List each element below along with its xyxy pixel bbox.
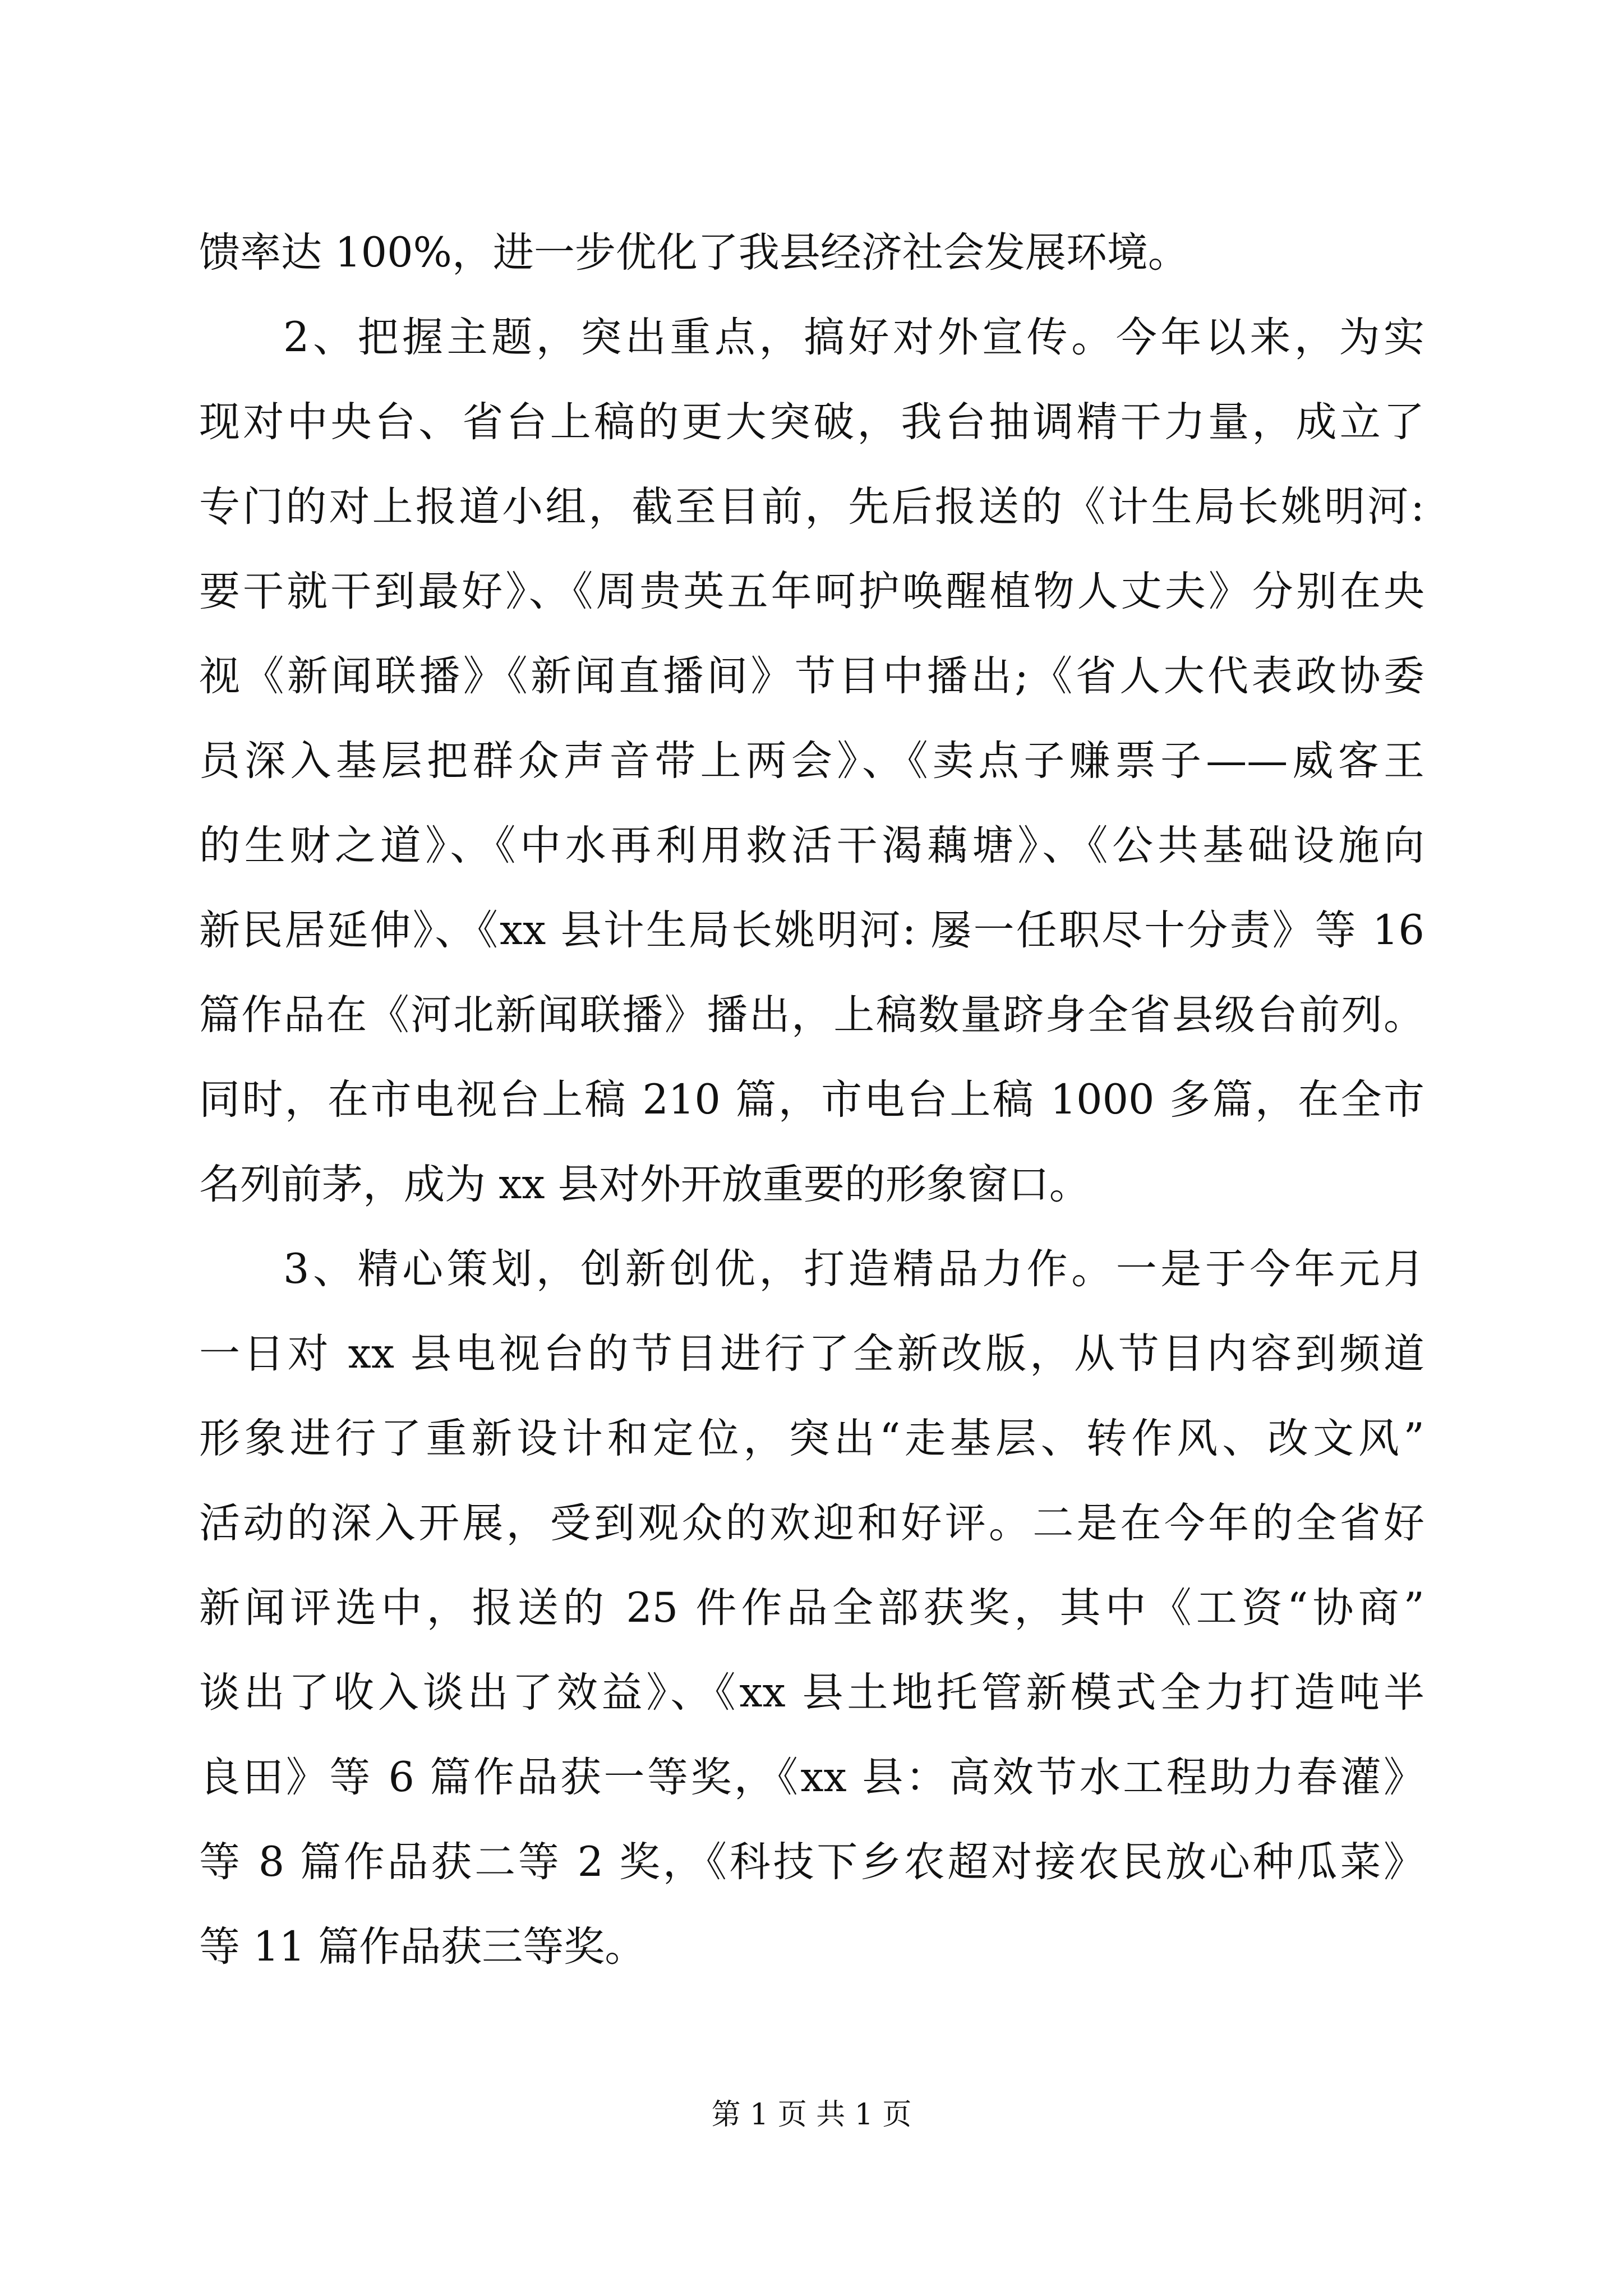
text-line: 新民居延伸》、《xx 县计生局长姚明河: 屡一任职尽十分责》等 16 — [199, 907, 1424, 954]
text-line: 一日对 xx 县电视台的节目进行了全新改版，从节目内容到频道 — [199, 1330, 1424, 1378]
text-line: 新闻评选中，报送的 25 件作品全部获奖，其中《工资“协商” — [199, 1584, 1424, 1632]
text-line: 要干就干到最好》、《周贵英五年呵护唤醒植物人丈夫》分别在央 — [199, 568, 1424, 615]
text-line: 篇作品在《河北新闻联播》播出，上稿数量跻身全省县级台前列。 — [199, 991, 1424, 1039]
text-line: 专门的对上报道小组，截至目前，先后报送的《计生局长姚明河: — [199, 483, 1424, 531]
text-line: 活动的深入开展，受到观众的欢迎和好评。二是在今年的全省好 — [199, 1499, 1424, 1547]
text-line: 等 11 篇作品获三等奖。 — [199, 1923, 646, 1971]
text-line: 员深入基层把群众声音带上两会》、《卖点子赚票子——威客王 — [199, 737, 1424, 785]
text-line: 良田》等 6 篇作品获一等奖，《xx 县：高效节水工程助力春灌》 — [199, 1754, 1424, 1801]
text-line: 的生财之道》、《中水再利用救活干渴藕塘》、《公共基础设施向 — [199, 822, 1424, 869]
body-text — [199, 210, 1424, 1989]
text-line: 2、把握主题，突出重点，搞好对外宣传。今年以来，为实 — [283, 314, 1424, 361]
page-number-footer: 第 1 页 共 1 页 — [711, 2098, 912, 2132]
text-line: 名列前茅，成为 xx 县对外开放重要的形象窗口。 — [199, 1161, 1090, 1208]
text-line: 谈出了收入谈出了效益》、《xx 县土地托管新模式全力打造吨半 — [199, 1669, 1424, 1717]
text-line: 现对中央台、省台上稿的更大突破，我台抽调精干力量，成立了 — [199, 398, 1424, 446]
text-line: 视《新闻联播》《新闻直播间》节目中播出;《省人大代表政协委 — [199, 652, 1424, 700]
text-line: 馈率达 100%，进一步优化了我县经济社会发展环境。 — [199, 229, 1189, 277]
text-line: 形象进行了重新设计和定位，突出“走基层、转作风、改文风” — [199, 1415, 1424, 1462]
text-line: 同时，在市电视台上稿 210 篇，市电台上稿 1000 多篇，在全市 — [199, 1076, 1424, 1124]
text-line: 等 8 篇作品获二等 2 奖，《科技下乡农超对接农民放心种瓜菜》 — [199, 1838, 1424, 1886]
text-line: 3、精心策划，创新创优，打造精品力作。一是于今年元月 — [283, 1245, 1424, 1293]
